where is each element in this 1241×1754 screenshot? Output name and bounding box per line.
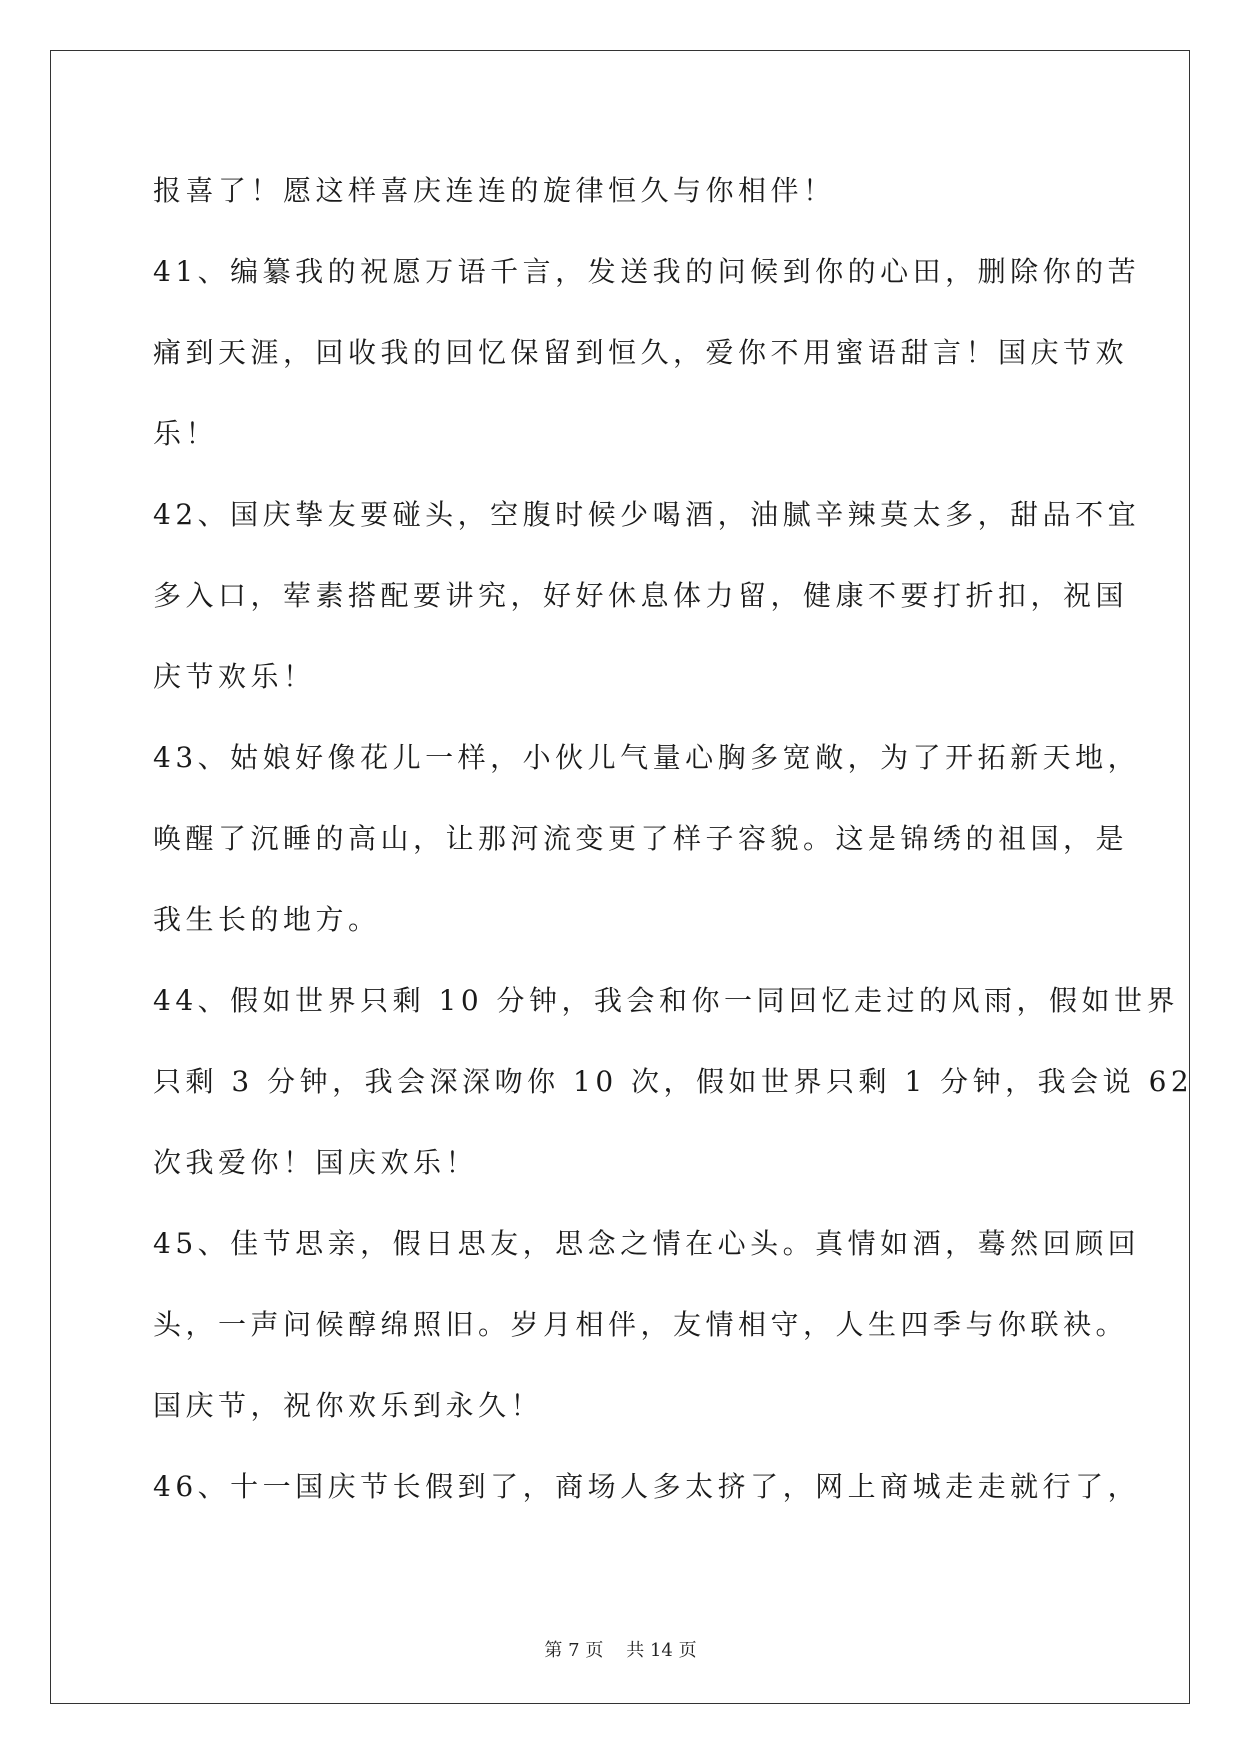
text-line: 46、十一国庆节长假到了，商场人多太挤了，网上商城走走就行了，	[153, 1470, 1141, 1503]
text-line: 头，一声问候醇绵照旧。岁月相伴，友情相守，人生四季与你联袂。	[153, 1308, 1129, 1341]
text-line: 报喜了！愿这样喜庆连连的旋律恒久与你相伴！	[153, 174, 836, 207]
text-line: 痛到天涯，回收我的回忆保留到恒久，爱你不用蜜语甜言！国庆节欢	[153, 336, 1129, 369]
page-footer	[0, 1636, 1241, 1662]
text-line: 乐！	[153, 417, 219, 450]
text-line: 次我爱你！国庆欢乐！	[153, 1146, 479, 1179]
text-line: 45、佳节思亲，假日思友，思念之情在心头。真情如酒，蓦然回顾回	[153, 1227, 1141, 1260]
text-line: 国庆节，祝你欢乐到永久！	[153, 1389, 544, 1422]
page-total: 共 14 页	[626, 1640, 697, 1661]
document-body	[153, 150, 1194, 1527]
text-line: 44、假如世界只剩 10 分钟，我会和你一同回忆走过的风雨，假如世界	[153, 984, 1180, 1017]
text-line: 只剩 3 分钟，我会深深吻你 10 次，假如世界只剩 1 分钟，我会说 62	[153, 1065, 1194, 1098]
text-line: 我生长的地方。	[153, 903, 381, 936]
text-line: 42、国庆挚友要碰头，空腹时候少喝酒，油腻辛辣莫太多，甜品不宜	[153, 498, 1141, 531]
page-number: 第 7 页	[544, 1640, 604, 1661]
text-line: 41、编纂我的祝愿万语千言，发送我的问候到你的心田，删除你的苦	[153, 255, 1141, 288]
text-line: 唤醒了沉睡的高山，让那河流变更了样子容貌。这是锦绣的祖国，是	[153, 822, 1129, 855]
text-line: 43、姑娘好像花儿一样，小伙儿气量心胸多宽敞，为了开拓新天地，	[153, 741, 1141, 774]
text-line: 庆节欢乐！	[153, 660, 316, 693]
text-line: 多入口，荤素搭配要讲究，好好休息体力留，健康不要打折扣，祝国	[153, 579, 1129, 612]
